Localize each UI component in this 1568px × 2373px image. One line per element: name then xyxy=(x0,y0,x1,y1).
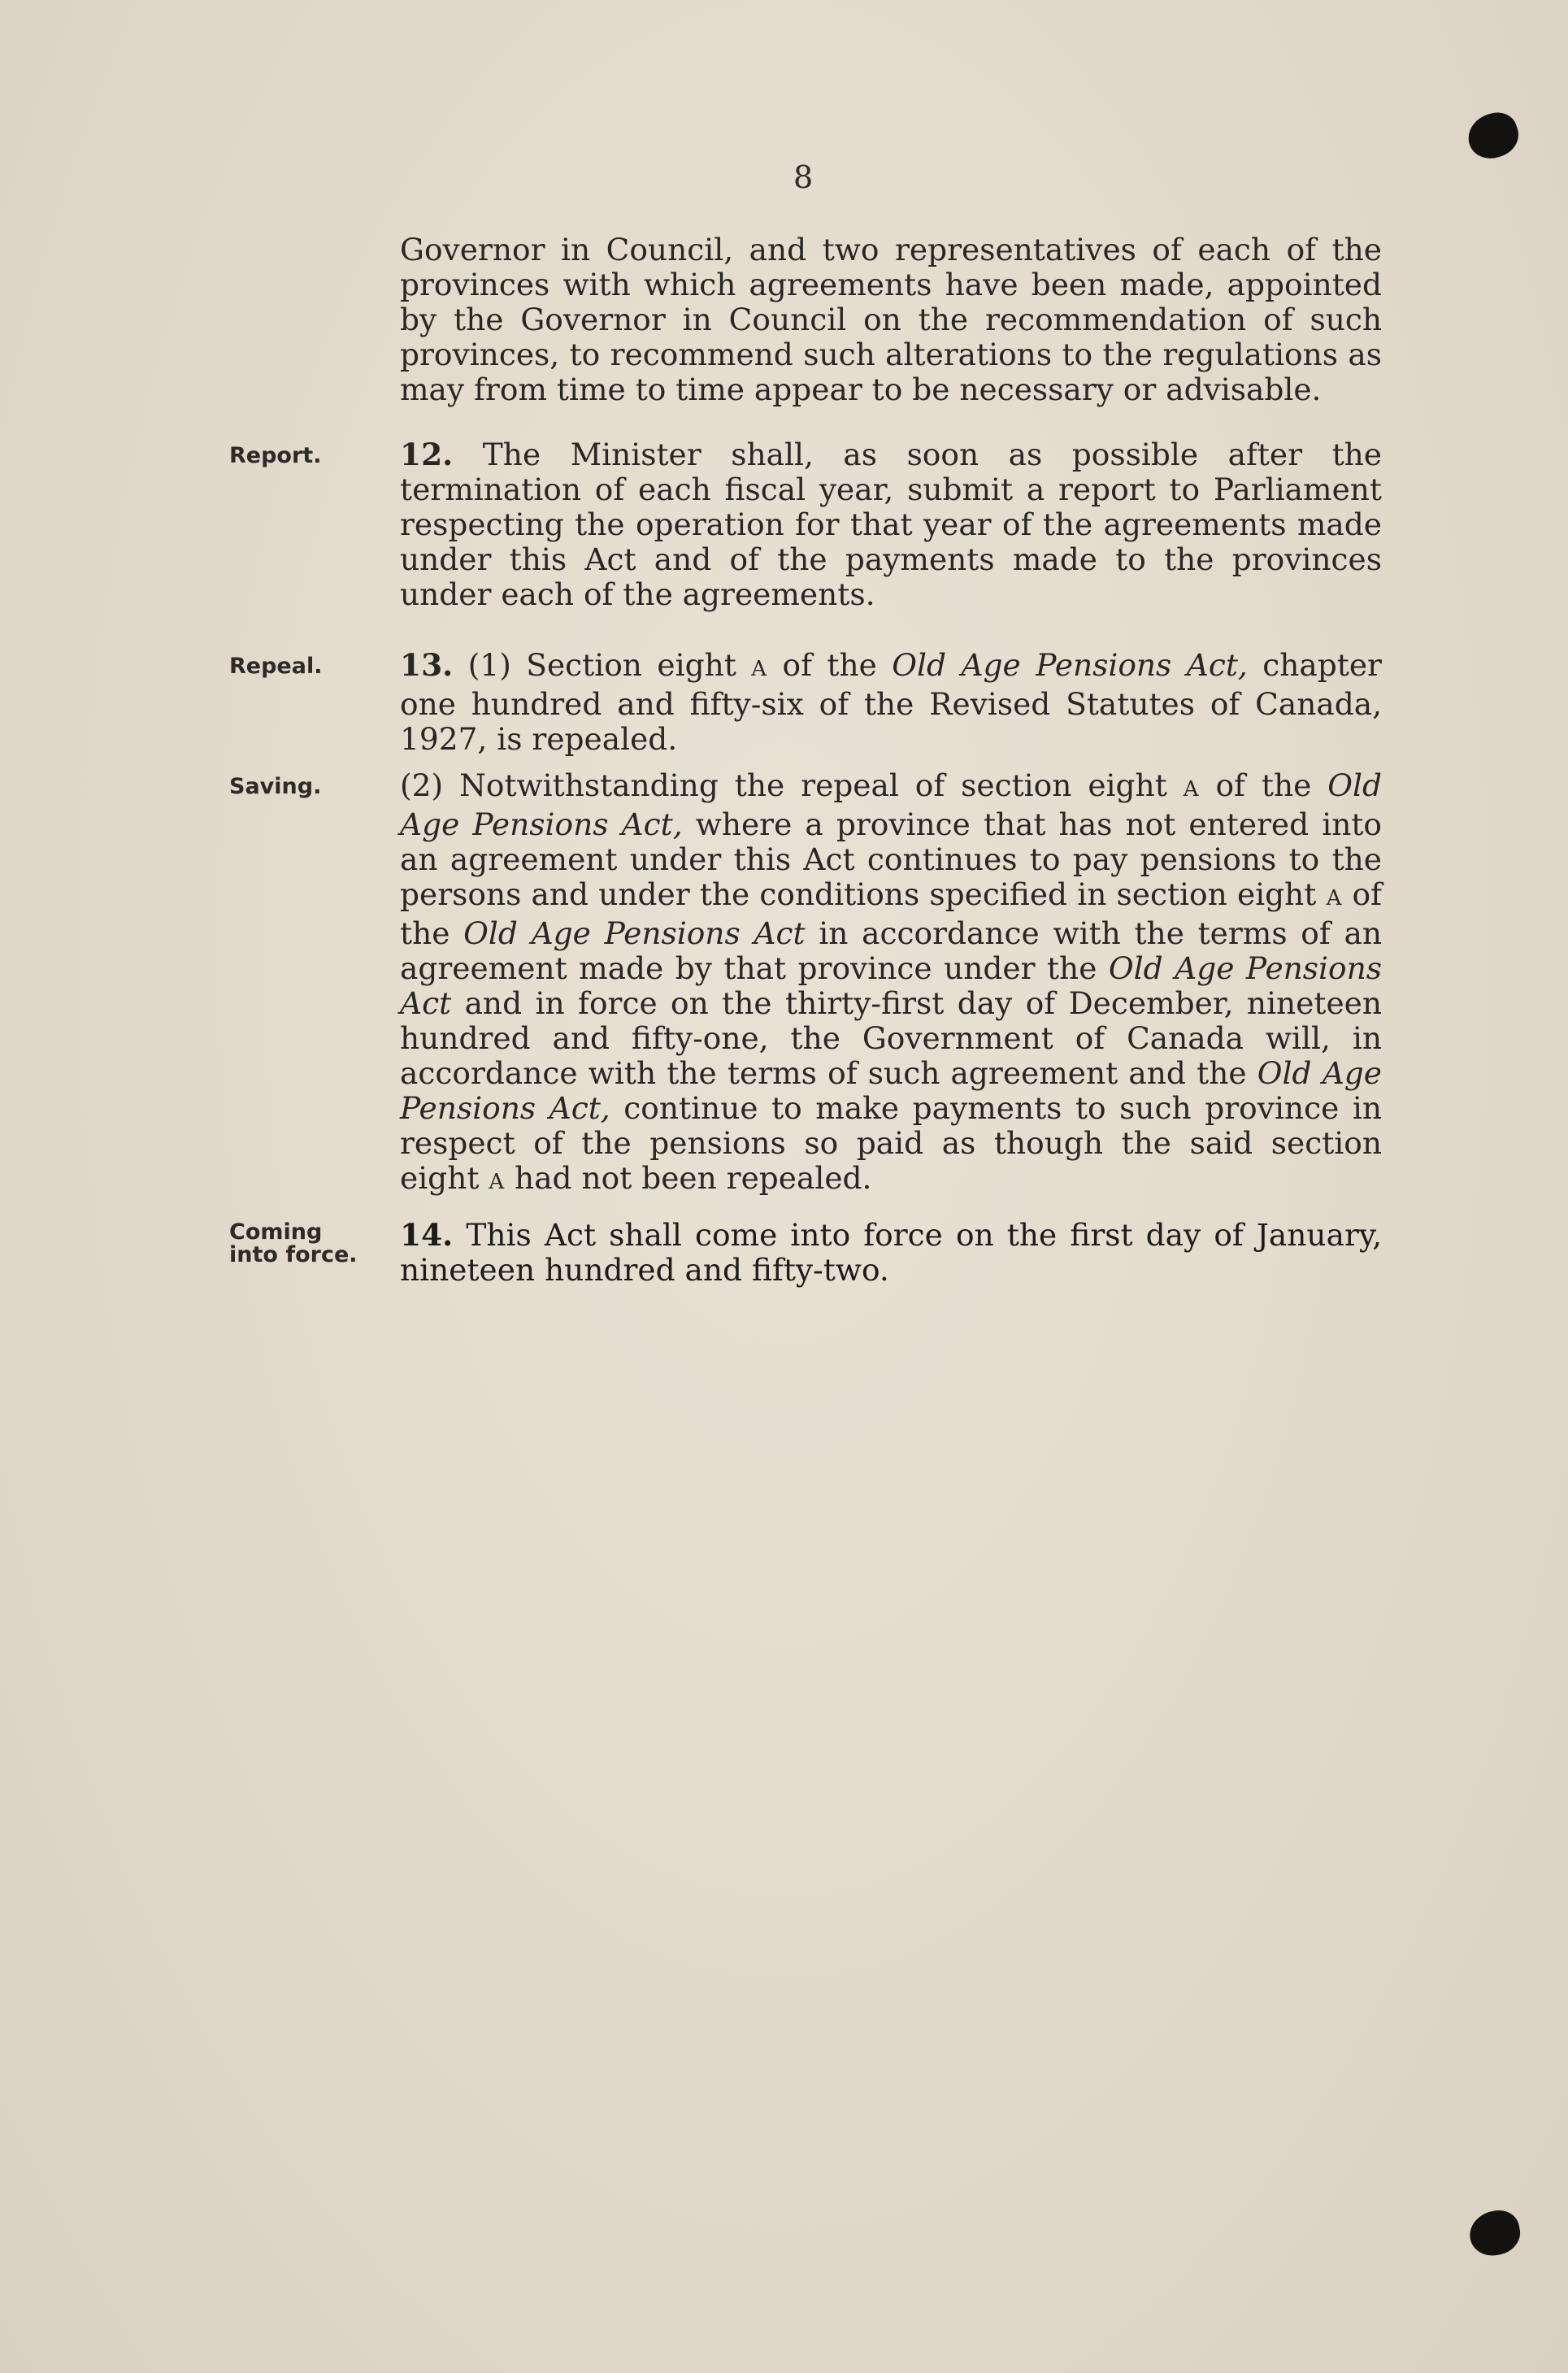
section-13-2-text-a: (2) Notwithstanding the repeal of section eight xyxy=(400,767,1167,803)
section-13-2-act-4: Old Age Pensions Act, xyxy=(400,1055,1382,1126)
continuation-text: Governor in Council, and two representatives of each of the provinces with which agreements have been made, appointed by the Governor in Council on the recommendation of such provinces, to recommend such alterations to the regulations as may from time to time appear to be necessary or advisable. xyxy=(400,232,1382,407)
section-13-letter: A xyxy=(751,657,768,681)
section-14-number: 14. xyxy=(400,1217,454,1253)
section-12 xyxy=(400,437,1382,612)
section-13-text-c: chapter one hundred and fifty-six of the Revised Statutes of Canada, 1927, is repealed. xyxy=(400,647,1382,757)
sidenote-repeal: Repeal. xyxy=(229,654,323,679)
section-13-2 xyxy=(400,768,1382,1200)
section-14-text: This Act shall come into force on the first day of January, nineteen hundred and fifty-two. xyxy=(400,1217,1382,1288)
section-13-2-letter-1: A xyxy=(1183,777,1200,802)
section-13-2-text-e: in accordance with the terms of an agreement made by that province under the xyxy=(400,915,1382,986)
sidenote-report: Report. xyxy=(229,443,322,468)
section-12-text: The Minister shall, as soon as possible after the termination of each fiscal year, submit a report to Parliament respecting the operation for that year of the agreements made under this Act and of the payments made to the provinces under each of the agreements. xyxy=(400,437,1382,612)
sidenote-saving: Saving. xyxy=(229,774,322,799)
section-13-number: 13. xyxy=(400,647,454,683)
section-13-2-text-h: had not been repealed. xyxy=(515,1160,872,1196)
sidenote-coming-into-force: Coming into force. xyxy=(229,1219,358,1267)
section-13-2-letter-2: A xyxy=(1326,886,1343,911)
page-number: 8 xyxy=(793,159,814,195)
section-13-2-text-f: and in force on the thirty-first day of December, nineteen hundred and fifty-one, the Government of Canada will, in accordance with the terms of such agreement and the xyxy=(400,985,1383,1091)
section-14 xyxy=(400,1218,1382,1288)
section-13-2-text-c: where a province that has not entered into an agreement under this Act continues to pay pensions to the persons and under the conditions specified in section eight xyxy=(400,806,1383,912)
section-13-text-a: (1) Section eight xyxy=(467,647,736,683)
section-13-text-b: of the xyxy=(782,647,877,683)
section-13-1 xyxy=(400,648,1382,757)
section-13-2-letter-3: A xyxy=(489,1170,506,1194)
section-13-act-title: Old Age Pensions Act, xyxy=(892,647,1248,683)
section-13-2-act-3: Old Age Pensions Act xyxy=(400,950,1383,1021)
punch-hole-top xyxy=(1462,107,1524,165)
section-12-number: 12. xyxy=(400,437,454,472)
section-13-2-act-1: Old Age Pensions Act, xyxy=(400,767,1382,842)
section-13-2-text-g: continue to make payments to such province in respect of the pensions so paid as though the said section eight xyxy=(400,1090,1382,1196)
section-13-2-text-b: of the xyxy=(1215,767,1312,803)
continuation-paragraph xyxy=(400,233,1382,407)
section-13-2-text-d: of the xyxy=(400,876,1382,951)
section-13-2-act-2: Old Age Pensions Act xyxy=(463,915,806,951)
punch-hole-bottom xyxy=(1466,2206,1524,2260)
